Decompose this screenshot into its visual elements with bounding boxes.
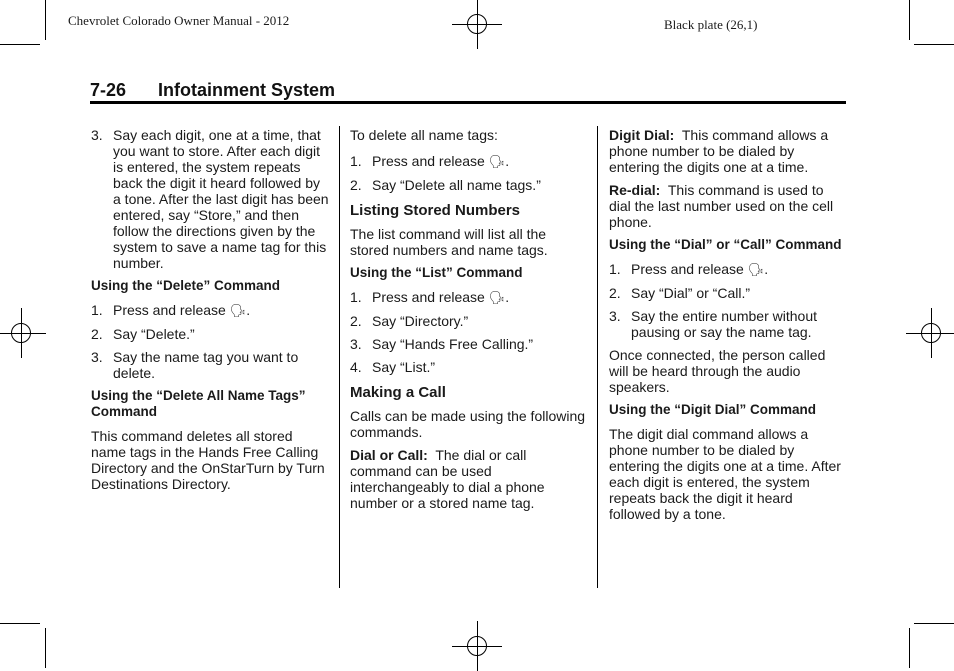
- column-divider: [597, 126, 598, 588]
- subheading: Using the “Digit Dial” Command: [609, 402, 817, 417]
- list-item: 4. Say “List.”: [350, 359, 436, 375]
- crop-mark: [45, 0, 46, 40]
- crop-mark: [0, 623, 40, 624]
- crop-mark: [0, 44, 40, 45]
- paragraph: This command deletes all stored name tags in the Hands Free Calling Directory and the OnStarTurn by Turn Destinations Directory.: [91, 428, 325, 492]
- paragraph: Dial or Call: The dial or call command can be used interchangeably to dial a phone number or a stored name tag.: [350, 447, 545, 511]
- plate-label: Black plate (26,1): [664, 17, 758, 32]
- list-item: 1. Press and release 🗣︎.: [609, 261, 769, 277]
- crop-mark: [45, 628, 46, 668]
- list-item: 2. Say “Delete.”: [91, 326, 195, 342]
- title-rule: [90, 101, 846, 104]
- list-item: 1. Press and release 🗣︎.: [91, 302, 251, 318]
- voice-talk-icon: 🗣︎: [488, 290, 506, 305]
- section-title: Infotainment System: [158, 80, 336, 100]
- registration-mark-right: [918, 320, 944, 346]
- list-item: 1. Press and release 🗣︎.: [350, 153, 510, 169]
- page-title: [90, 80, 335, 101]
- section-number: 7-26: [90, 80, 127, 100]
- list-item: 2. Say “Delete all name tags.”: [350, 177, 541, 193]
- list-item: 3. Say the entire number without pausing or say the name tag.: [609, 308, 817, 340]
- registration-mark-bottom: [464, 633, 490, 659]
- paragraph: To delete all name tags:: [350, 127, 498, 143]
- subheading: Using the “Dial” or “Call” Command: [609, 237, 842, 252]
- list-item: 3. Say the name tag you want to delete.: [91, 349, 299, 381]
- list-item: 2. Say “Directory.”: [350, 313, 469, 329]
- registration-mark-top: [464, 11, 490, 37]
- column-3: [609, 127, 847, 529]
- voice-talk-icon: 🗣︎: [488, 154, 506, 169]
- crop-mark: [914, 623, 954, 624]
- manual-title: Chevrolet Colorado Owner Manual - 2012: [68, 13, 290, 28]
- paragraph: The digit dial command allows a phone number to be dialed by entering the digits one at a time. After each digit is entered, the system repeats back the digit it heard followed by a tone.: [609, 426, 841, 522]
- list-item: 2. Say “Dial” or “Call.”: [609, 285, 751, 301]
- paragraph: Digit Dial: This command allows a phone number to be dialed by entering the digits one at a time.: [609, 127, 829, 175]
- voice-talk-icon: 🗣︎: [229, 303, 247, 318]
- paragraph: The list command will list all the stored numbers and name tags.: [350, 226, 548, 258]
- subheading: Using the “List” Command: [350, 265, 523, 280]
- subheading: Using the “Delete” Command: [91, 278, 281, 293]
- crop-mark: [914, 44, 954, 45]
- column-divider: [339, 126, 340, 588]
- paragraph: Once connected, the person called will be heard through the audio speakers.: [609, 347, 826, 395]
- term: Digit Dial:: [609, 127, 675, 143]
- list-item: 3. Say each digit, one at a time, that you want to store. After each digit is entered, the system repeats back the digit it heard followed by a tone. After the last digit has been entered, say “Store,” and then follow the directions given by the system to save a name tag for this number.: [91, 127, 329, 271]
- registration-mark-left: [8, 320, 34, 346]
- list-item: 3. Say “Hands Free Calling.”: [350, 336, 534, 352]
- paragraph: Re-dial: This command is used to dial the last number used on the cell phone.: [609, 182, 834, 230]
- crop-mark: [909, 0, 910, 40]
- section-heading: Listing Stored Numbers: [350, 202, 521, 219]
- term: Re-dial:: [609, 182, 661, 198]
- list-item: 1. Press and release 🗣︎.: [350, 289, 510, 305]
- section-heading: Making a Call: [350, 384, 446, 401]
- voice-talk-icon: 🗣︎: [747, 262, 765, 277]
- crop-mark: [909, 628, 910, 668]
- term: Dial or Call:: [350, 447, 428, 463]
- subheading: Using the “Delete All Name Tags” Command: [91, 388, 306, 419]
- column-1: [91, 127, 331, 499]
- paragraph: Calls can be made using the following commands.: [350, 408, 586, 440]
- column-2: [350, 127, 588, 518]
